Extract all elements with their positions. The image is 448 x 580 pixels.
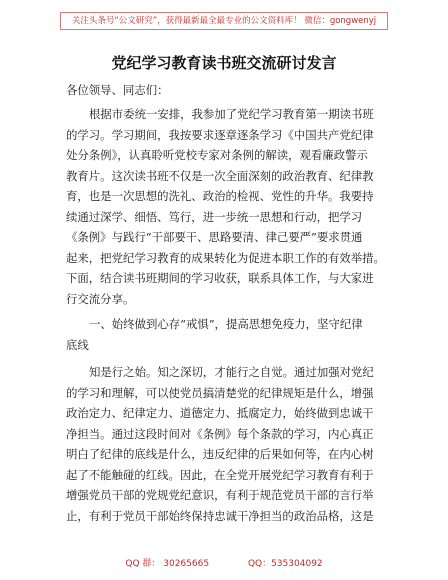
text-line: 政治定力、纪律定力、道德定力、抵腐定力，始终做到忠诚干 [66,406,374,420]
text-line: 净担当。通过这段时间对《条例》每个条款的学习，内心真正 [66,426,374,441]
page-title: 党纪学习教育读书班交流研讨发言 [111,54,337,72]
text-line: 续通过深学、细悟、笃行，进一步统一思想和行动，把学习 [66,209,363,224]
text-line: 的学习。学习期间，我按要求逐章逐条学习《中国共产党纪律 [66,127,374,142]
text-line: 增强党员干部的党规党纪意识，有利于规范党员干部的言行举 [66,488,374,502]
text-line: 起了不能触碰的红线。因此，在全党开展党纪学习教育有利于 [66,467,374,482]
text-line: 处分条例》，认真聆听党校专家对条例的解读，观看廉政警示 [66,148,368,162]
footer-qq-group: QQ 群： 30265665 [125,559,210,569]
text-line: 育，也是一次思想的洗礼、政治的检视、党性的升华。我要持 [66,189,374,203]
text-line: 起来，把党纪学习教育的成果转化为促进本职工作的有效举措。 [66,250,385,265]
text-line: 知是行之始。知之深切，才能行之自觉。通过加强对党纪 [89,365,374,379]
text-line: 的学习和理解，可以使党员搞清楚党的纪律规矩是什么，增强 [66,385,374,400]
text-line: 下面，结合读书班期间的学习收获，联系具体工作，与大家进 [66,271,374,285]
greeting: 各位领导、同志们： [66,83,169,97]
text-line: 明白了纪律的底线是什么，违反纪律的后果如何等，在内心树 [66,447,374,461]
text-line: 行交流分享。 [66,291,135,306]
text-line: 《条例》与践行“干部要干、思路要清、律己要严”要求贯通 [66,230,363,244]
top-banner: 关注头条号“公文研究”，获得最新最全最专业的公文资料库！ 微信：gongwenyj [60,12,388,30]
footer [0,556,448,569]
text-line: 止，有利于党员干部始终保持忠诚干净担当的政治品格，这是 [66,508,374,523]
section-heading-cont: 底线 [66,337,89,352]
text-line: 根据市委统一安排，我参加了党纪学习教育第一期读书班 [89,107,374,121]
text-line: 教育片。这次读书班不仅是一次全面深刻的政治教育、纪律教 [66,168,374,183]
footer-qq: QQ：535304092 [247,559,323,569]
section-heading: 一、始终做到心存“戒惧”，提高思想免疫力，坚守纪律 [89,317,363,331]
